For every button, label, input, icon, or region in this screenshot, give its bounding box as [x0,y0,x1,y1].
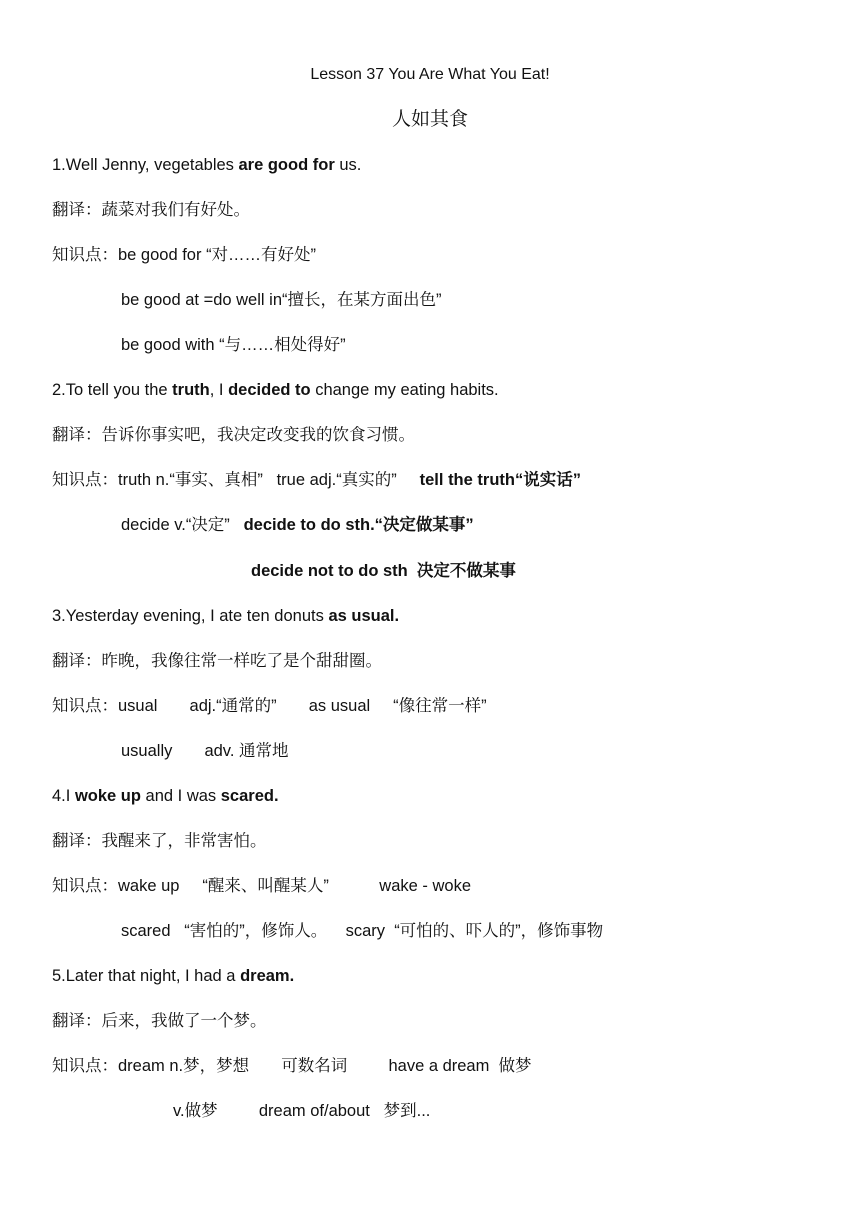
translation-4: 翻译：我醒来了，非常害怕。 [52,832,267,850]
knowledge-3-1: 知识点：usual adj.“通常的” as usual “像往常一样” [52,697,487,715]
knowledge-2-2 [121,514,474,536]
knowledge-2-2-keyword: decide to do sth.“决定做某事” [243,516,474,534]
translation-2: 翻译：告诉你事实吧，我决定改变我的饮食习惯。 [52,426,415,444]
sentence-2-part: , I [209,381,229,399]
knowledge-4-1: 知识点：wake up “醒来、叫醒某人” wake - woke [52,877,471,895]
translation-3: 翻译：昨晚，我像往常一样吃了是个甜甜圈。 [52,652,382,670]
sentence-2-part: 2.To tell you the [52,381,173,399]
sentence-5-part: 5.Later that night, I had a [52,967,241,985]
knowledge-2-2-part: decide v.“决定” [121,516,244,534]
sentence-1-part: 1.Well Jenny, vegetables [52,156,239,174]
knowledge-1-1: 知识点：be good for “对……有好处” [52,246,317,264]
knowledge-2-1-keyword: tell the truth“说实话” [419,471,581,489]
knowledge-5-2: v.做梦 dream of/about 梦到... [173,1102,431,1120]
knowledge-5-1: 知识点：dream n.梦，梦想 可数名词 have a dream 做梦 [52,1057,532,1075]
sentence-4-part: and I was [140,787,221,805]
sentence-2 [52,379,499,401]
knowledge-2-1 [52,469,581,491]
translation-5: 翻译：后来，我做了一个梦。 [52,1012,267,1030]
sentence-3-part: 3.Yesterday evening, I ate ten donuts [52,607,329,625]
sentence-4-keyword: scared. [220,787,279,805]
sentence-1-keyword: are good for [238,156,335,174]
sentence-4-keyword: woke up [74,787,141,805]
sentence-5 [52,965,294,987]
sentence-1 [52,154,361,176]
sentence-2-keyword: decided to [228,381,311,399]
translation-1: 翻译：蔬菜对我们有好处。 [52,201,250,219]
knowledge-2-1-part: 知识点：truth n.“事实、真相” true adj.“真实的” [52,471,420,489]
knowledge-1-3: be good with “与……相处得好” [121,336,346,354]
sentence-2-part: change my eating habits. [310,381,499,399]
knowledge-3-2: usually adv. 通常地 [121,742,289,760]
sentence-3-keyword: as usual. [328,607,400,625]
sentence-5-keyword: dream. [240,967,295,985]
lesson-title: Lesson 37 You Are What You Eat! [310,66,550,83]
sentence-2-keyword: truth [172,381,210,399]
sentence-4 [52,785,279,807]
knowledge-2-3: decide not to do sth 决定不做某事 [251,562,516,580]
sentence-4-part: 4.I [52,787,75,805]
sentence-1-part: us. [334,156,362,174]
knowledge-4-2: scared “害怕的”，修饰人。 scary “可怕的、吓人的”，修饰事物 [121,922,604,940]
sentence-3 [52,605,399,627]
lesson-subtitle: 人如其食 [391,108,468,130]
knowledge-1-2: be good at =do well in“擅长，在某方面出色” [121,291,442,309]
